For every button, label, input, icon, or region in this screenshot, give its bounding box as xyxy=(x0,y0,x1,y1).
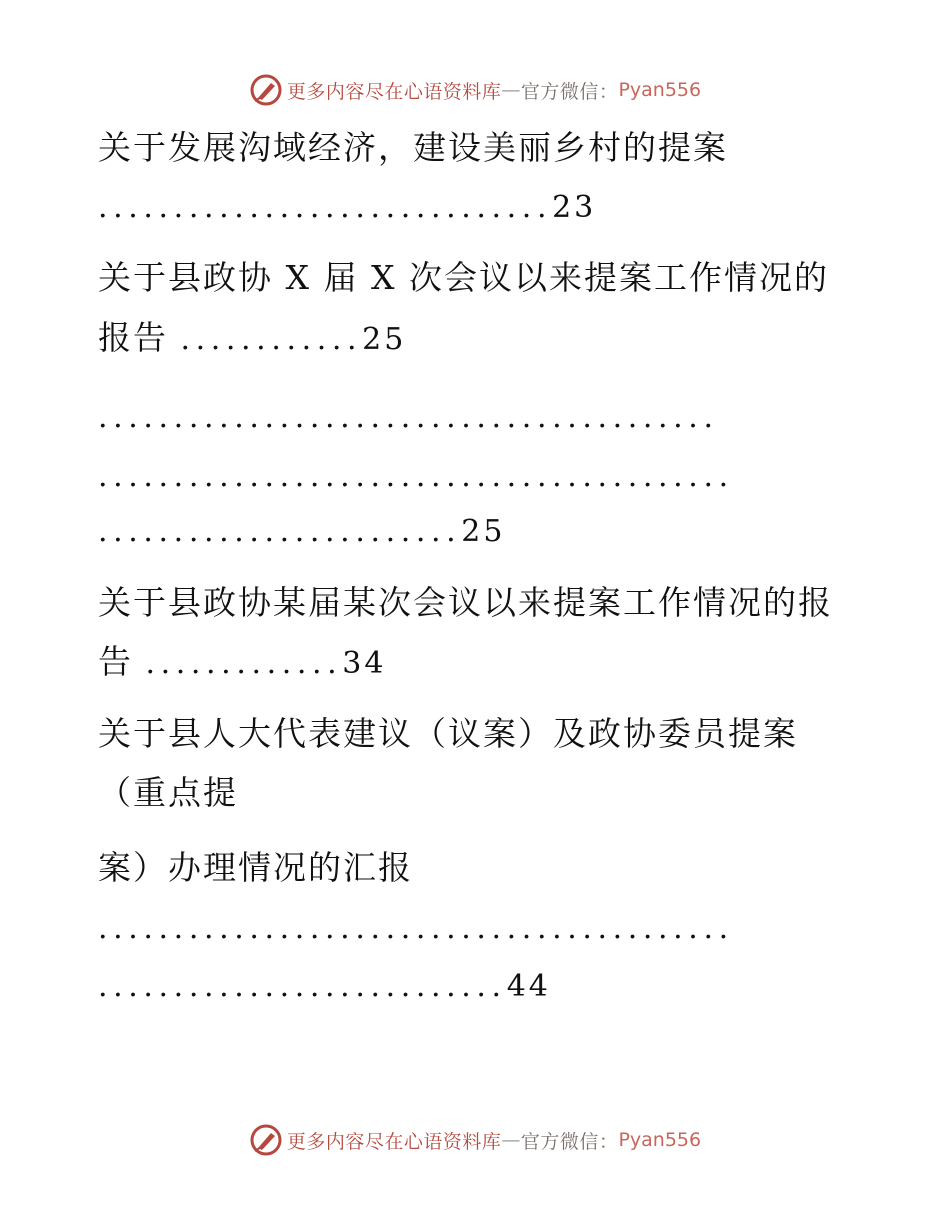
toc-leader-line xyxy=(98,965,950,1007)
watermark-banner-bottom xyxy=(0,1120,950,1160)
watermark-separator: — xyxy=(501,79,521,101)
toc-leader-line xyxy=(98,396,950,438)
watermark-wechat-label: 官方微信： xyxy=(520,1130,619,1153)
toc-leader-line xyxy=(98,510,950,552)
watermark-wechat-id: Pyan556 xyxy=(618,79,702,101)
toc-page-number: 25 xyxy=(461,514,506,549)
toc-entry-text: 告 xyxy=(98,642,146,681)
toc-dots: .......................................... xyxy=(98,911,734,946)
toc-dots: ......................................... xyxy=(98,400,719,435)
toc-entry-line xyxy=(98,318,950,360)
toc-page-number: 44 xyxy=(506,969,551,1004)
toc-entry-title: 关于县人大代表建议（议案）及政协委员提案 xyxy=(98,714,798,753)
watermark-text: 更多内容尽在心语资料库 xyxy=(286,80,502,103)
toc-dots: ........................... xyxy=(98,969,507,1004)
toc-entry-title: 关于发展沟域经济，建设美丽乡村的提案 xyxy=(98,128,728,167)
toc-leader-line xyxy=(98,186,950,228)
toc-dots: ............. xyxy=(145,646,343,681)
toc-dots: ............ xyxy=(180,322,363,357)
watermark-banner-top xyxy=(0,70,950,110)
toc-dots: .............................. xyxy=(98,190,553,225)
toc-entry-line xyxy=(98,642,950,684)
toc-dots: ........................ xyxy=(98,514,462,549)
watermark-text: 更多内容尽在心语资料库 xyxy=(286,1130,502,1153)
watermark-wechat-label: 官方微信： xyxy=(520,80,619,103)
toc-entry-title: 案）办理情况的汇报 xyxy=(98,848,413,887)
toc-entry-title: 关于县政协某届某次会议以来提案工作情况的报 xyxy=(98,583,833,622)
toc-page-number: 34 xyxy=(342,646,387,681)
toc-page-number: 23 xyxy=(552,190,597,225)
toc-page-number: 25 xyxy=(362,322,407,357)
toc-entry-title: （重点提 xyxy=(98,773,238,812)
watermark-wechat-id: Pyan556 xyxy=(618,1129,702,1151)
toc-leader-line xyxy=(98,907,950,949)
toc-entry-title: 关于县政协 X 届 X 次会议以来提案工作情况的 xyxy=(98,258,829,297)
quill-pen-logo-icon xyxy=(249,1123,283,1157)
quill-pen-logo-icon xyxy=(249,73,283,107)
watermark-separator: — xyxy=(501,1129,521,1151)
toc-entry-text: 报告 xyxy=(98,318,181,357)
toc-dots: .......................................... xyxy=(98,459,734,494)
toc-leader-line xyxy=(98,455,950,497)
